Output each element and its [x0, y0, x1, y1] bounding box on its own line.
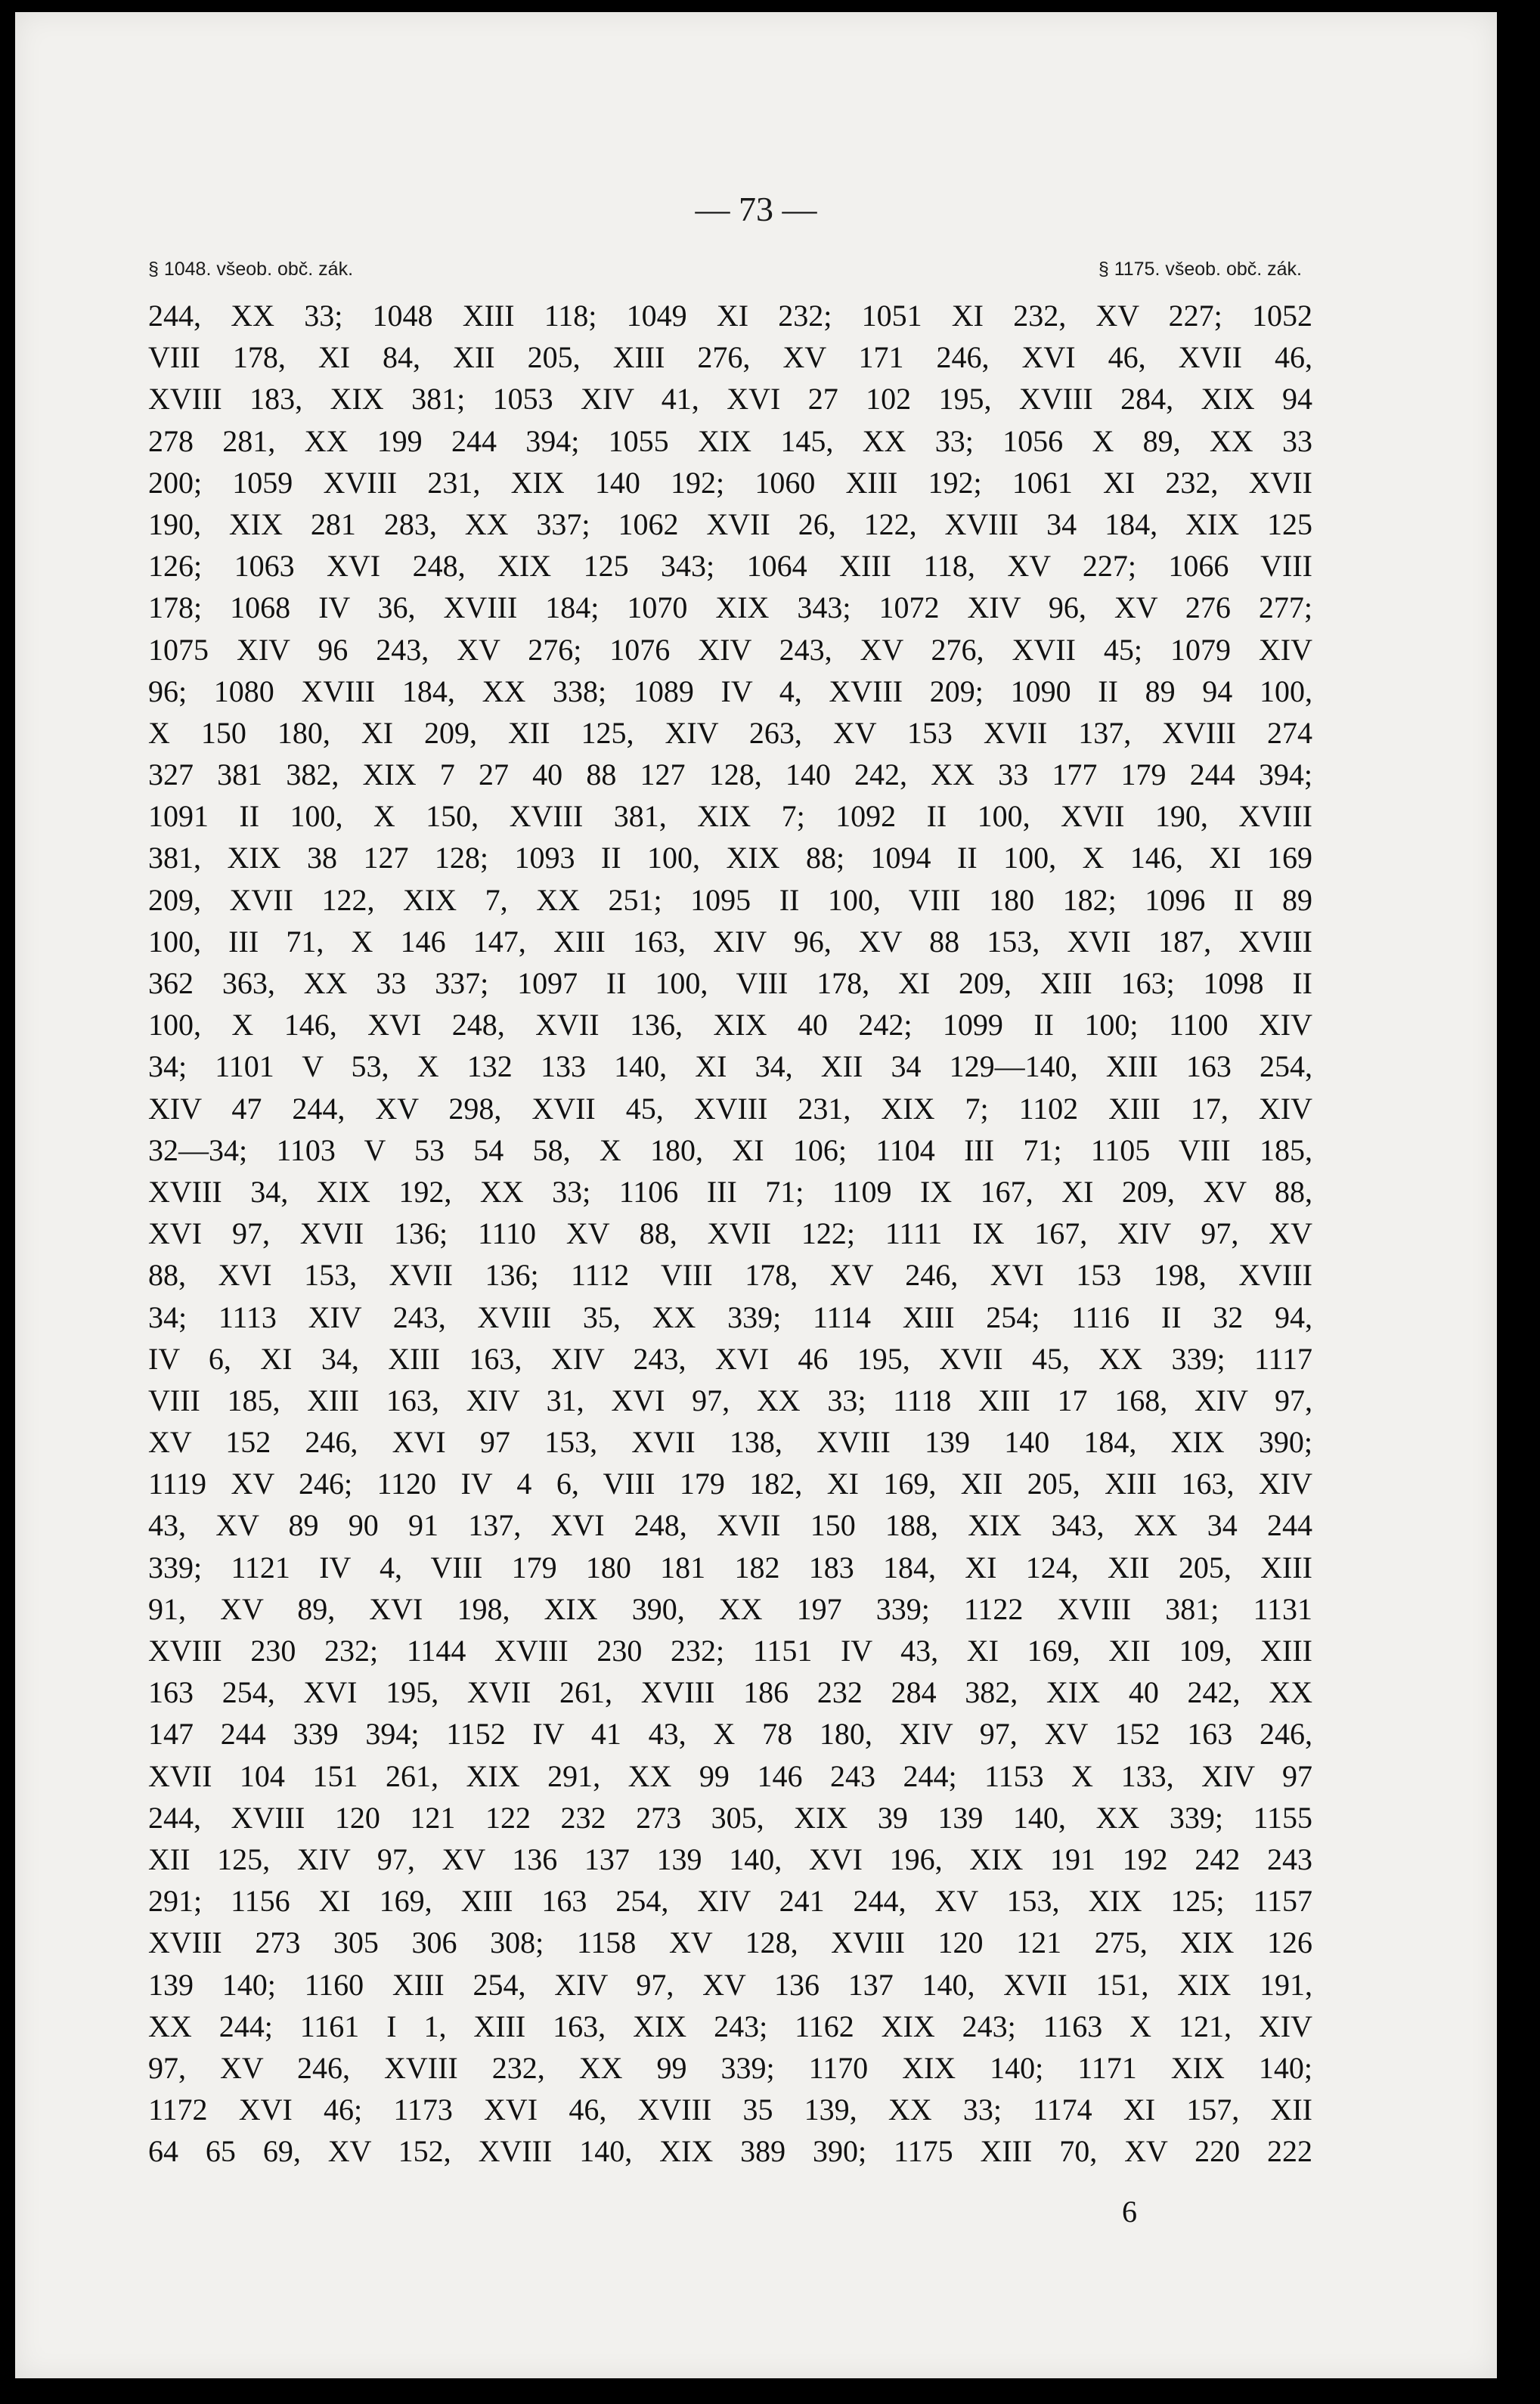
running-head-right: § 1175. všeob. obč. zák. — [1098, 259, 1302, 280]
text-line: 1075 XIV 96 243, XV 276; 1076 XIV 243, XV 276, XVII 45; 1079 XIV — [148, 632, 1312, 667]
text-line: 100, X 146, XVI 248, XVII 136, XIX 40 242; 1099 II 100; 1100 XIV — [148, 1008, 1312, 1042]
text-line: XVIII 183, XIX 381; 1053 XIV 41, XVI 27 102 195, XVIII 284, XIX 94 — [148, 382, 1312, 417]
text-line: 88, XVI 153, XVII 136; 1112 VIII 178, XV 246, XVI 153 198, XVIII — [148, 1258, 1312, 1293]
text-line: XIV 47 244, XV 298, XVII 45, XVIII 231, XIX 7; 1102 XIII 17, XIV — [148, 1091, 1312, 1126]
text-line: 381, XIX 38 127 128; 1093 II 100, XIX 88; 1094 II 100, X 146, XI 169 — [148, 841, 1312, 875]
signature-mark: 6 — [1122, 2195, 1137, 2229]
text-line: 100, III 71, X 146 147, XIII 163, XIV 96, XV 88 153, XVII 187, XVIII — [148, 924, 1312, 959]
text-line: 178; 1068 IV 36, XVIII 184; 1070 XIX 343; 1072 XIV 96, XV 276 277; — [148, 590, 1312, 625]
text-line: 339; 1121 IV 4, VIII 179 180 181 182 183 184, XI 124, XII 205, XIII — [148, 1550, 1312, 1585]
text-line: XVII 104 151 261, XIX 291, XX 99 146 243 244; 1153 X 133, XIV 97 — [148, 1758, 1312, 1793]
text-line: 209, XVII 122, XIX 7, XX 251; 1095 II 100, VIII 180 182; 1096 II 89 — [148, 882, 1312, 917]
index-text — [148, 295, 1312, 2172]
text-line: X 150 180, XI 209, XII 125, XIV 263, XV 153 XVII 137, XVIII 274 — [148, 715, 1312, 750]
text-line: XVIII 34, XIX 192, XX 33; 1106 III 71; 1109 IX 167, XI 209, XV 88, — [148, 1174, 1312, 1209]
text-line: XVIII 273 305 306 308; 1158 XV 128, XVIII 120 121 275, XIX 126 — [148, 1925, 1312, 1960]
text-line: 97, XV 246, XVIII 232, XX 99 339; 1170 XIX 140; 1171 XIX 140; — [148, 2050, 1312, 2085]
text-line: 190, XIX 281 283, XX 337; 1062 XVII 26, 122, XVIII 34 184, XIX 125 — [148, 507, 1312, 541]
text-line: 362 363, XX 33 337; 1097 II 100, VIII 178, XI 209, XIII 163; 1098 II — [148, 966, 1312, 1000]
scanned-page — [15, 12, 1497, 2378]
text-line: 43, XV 89 90 91 137, XVI 248, XVII 150 188, XIX 343, XX 34 244 — [148, 1508, 1312, 1543]
text-line: XVI 97, XVII 136; 1110 XV 88, XVII 122; 1111 IX 167, XIV 97, XV — [148, 1216, 1312, 1251]
text-line: 147 244 339 394; 1152 IV 41 43, X 78 180, XIV 97, XV 152 163 246, — [148, 1717, 1312, 1752]
text-line: VIII 178, XI 84, XII 205, XIII 276, XV 171 246, XVI 46, XVII 46, — [148, 340, 1312, 375]
text-line: VIII 185, XIII 163, XIV 31, XVI 97, XX 33; 1118 XIII 17 168, XIV 97, — [148, 1383, 1312, 1417]
text-line: 291; 1156 XI 169, XIII 163 254, XIV 241 244, XV 153, XIX 125; 1157 — [148, 1884, 1312, 1919]
text-line: 91, XV 89, XVI 198, XIX 390, XX 197 339; 1122 XVIII 381; 1131 — [148, 1591, 1312, 1626]
text-line: 139 140; 1160 XIII 254, XIV 97, XV 136 137 140, XVII 151, XIX 191, — [148, 1967, 1312, 2002]
text-line: 244, XVIII 120 121 122 232 273 305, XIX 39 139 140, XX 339; 1155 — [148, 1800, 1312, 1835]
running-head-left: § 1048. všeob. obč. zák. — [148, 259, 354, 280]
text-line: XVIII 230 232; 1144 XVIII 230 232; 1151 IV 43, XI 169, XII 109, XIII — [148, 1634, 1312, 1668]
text-line: 34; 1101 V 53, X 132 133 140, XI 34, XII 34 129—140, XIII 163 254, — [148, 1049, 1312, 1084]
text-line: 327 381 382, XIX 7 27 40 88 127 128, 140 242, XX 33 177 179 244 394; — [148, 757, 1312, 792]
text-line: 32—34; 1103 V 53 54 58, X 180, XI 106; 1104 III 71; 1105 VIII 185, — [148, 1132, 1312, 1167]
text-line: 1091 II 100, X 150, XVIII 381, XIX 7; 1092 II 100, XVII 190, XVIII — [148, 799, 1312, 834]
text-line: 96; 1080 XVIII 184, XX 338; 1089 IV 4, XVIII 209; 1090 II 89 94 100, — [148, 674, 1312, 708]
text-line: 163 254, XVI 195, XVII 261, XVIII 186 232 284 382, XIX 40 242, XX — [148, 1675, 1312, 1710]
text-line: 1172 XVI 46; 1173 XVI 46, XVIII 35 139, XX 33; 1174 XI 157, XII — [148, 2093, 1312, 2127]
text-line: 34; 1113 XIV 243, XVIII 35, XX 339; 1114 XIII 254; 1116 II 32 94, — [148, 1300, 1312, 1334]
text-line: XII 125, XIV 97, XV 136 137 139 140, XVI 196, XIX 191 192 242 243 — [148, 1842, 1312, 1876]
text-line: XV 152 246, XVI 97 153, XVII 138, XVIII 139 140 184, XIX 390; — [148, 1425, 1312, 1460]
text-line: 244, XX 33; 1048 XIII 118; 1049 XI 232; 1051 XI 232, XV 227; 1052 — [148, 299, 1312, 333]
text-line: 1119 XV 246; 1120 IV 4 6, VIII 179 182, XI 169, XII 205, XIII 163, XIV — [148, 1467, 1312, 1501]
text-line: 278 281, XX 199 244 394; 1055 XIX 145, XX 33; 1056 X 89, XX 33 — [148, 423, 1312, 458]
page-number: — 73 — — [695, 190, 817, 228]
text-line: 64 65 69, XV 152, XVIII 140, XIX 389 390; 1175 XIII 70, XV 220 222 — [148, 2134, 1312, 2169]
text-line: 200; 1059 XVIII 231, XIX 140 192; 1060 XIII 192; 1061 XI 232, XVII — [148, 465, 1312, 500]
text-line: 126; 1063 XVI 248, XIX 125 343; 1064 XIII 118, XV 227; 1066 VIII — [148, 549, 1312, 584]
text-line: XX 244; 1161 I 1, XIII 163, XIX 243; 1162 XIX 243; 1163 X 121, XIV — [148, 2009, 1312, 2043]
text-line: IV 6, XI 34, XIII 163, XIV 243, XVI 46 195, XVII 45, XX 339; 1117 — [148, 1341, 1312, 1376]
